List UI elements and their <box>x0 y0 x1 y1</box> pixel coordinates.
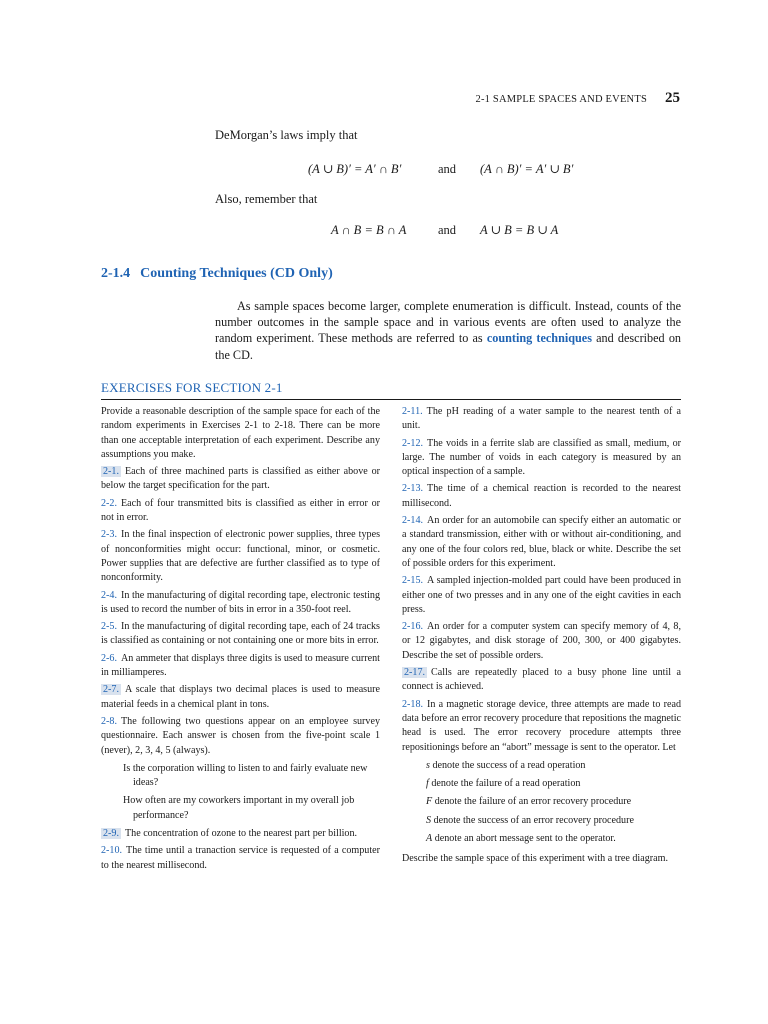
exercise-text: The pH reading of a water sample to the nearest tenth of a unit. <box>402 406 681 432</box>
exercise-item <box>101 715 380 758</box>
exercise-text: Each of four transmitted bits is classified as either in error or not in error. <box>101 497 380 524</box>
exercise-text: Calls are repeatedly placed to a busy phone line until a connect is achieved. <box>402 667 681 693</box>
eq-and-1: and <box>438 162 457 176</box>
commutative-eq-left: A ∩ B = B ∩ A <box>331 223 407 237</box>
exercises-heading: EXERCISES FOR SECTION 2-1 <box>101 380 681 400</box>
exercise-text: In the manufacturing of digital recording tape, electronic testing is used to record the number of bits in error in a 350-foot reel. <box>101 589 380 615</box>
definition-symbol: F <box>426 796 433 808</box>
exercise-item <box>101 497 380 526</box>
exercise-item <box>402 666 681 695</box>
definition-symbol: S <box>426 814 432 826</box>
demorgan-eq-right: (A ∩ B)′ = A′ ∪ B′ <box>480 162 574 176</box>
counting-techniques-term: counting techniques <box>486 331 592 346</box>
exercise-text: In a magnetic storage device, three attempts are made to read data before an error recovery procedure that repositions the magnetic head is used. The error recovery procedure attempts three repositionings before an “abort” message is sent to the operator. Let <box>402 698 681 753</box>
exercise-number: 2-14. <box>402 515 424 527</box>
exercise-text: An order for a computer system can specify memory of 4, 8, or 12 gigabytes, and disk storage of 200, 300, or 400 gigabytes. Describe the set of possible orders. <box>402 621 681 661</box>
section-para-before: As sample spaces become larger, complete enumeration is difficult. Instead, counts of the number outcomes in the sample space and in various events are often used to analyze the random experiment. These methods are referred to as <box>215 299 681 346</box>
exercise-number: 2-17. <box>404 667 426 679</box>
exercise-text: An ammeter that displays three digits is used to measure current in milliamperes. <box>101 652 380 679</box>
exercises-right-column <box>402 405 681 870</box>
definition-item <box>426 759 681 773</box>
exercise-text: The time until a tranaction service is requested of a computer to the nearest millisecond. <box>101 845 380 871</box>
section-heading <box>101 266 333 282</box>
commutative-equations <box>331 222 558 238</box>
also-remember: Also, remember that <box>215 192 318 206</box>
exercise-item <box>402 482 681 511</box>
exercise-number: 2-7. <box>103 684 119 696</box>
exercise-number: 2-5. <box>101 621 117 633</box>
exercises-intro: Provide a reasonable description of the sample space for each of the random experiments in Exercises 2-1 to 2-18. There can be more than one acceptable interpretation of each experiment. Describe any assumptions you make. <box>101 406 380 460</box>
definition-text: denote the failure of an error recovery procedure <box>432 796 632 808</box>
definition-text: denote the success of a read operation <box>429 759 586 771</box>
exercise-item <box>402 514 681 571</box>
closing-text: Describe the sample space of this experiment with a tree diagram. <box>402 853 668 865</box>
section-number: 2-1.4 <box>101 266 131 281</box>
exercise-text: Each of three machined parts is classified as either above or below the target specification for the part. <box>101 466 380 492</box>
commutative-eq-right: A ∪ B = B ∪ A <box>480 223 559 237</box>
exercise-number: 2-6. <box>101 652 117 664</box>
definition-item <box>426 814 681 828</box>
definition-symbol: A <box>426 833 433 845</box>
exercise-text: The time of a chemical reaction is recorded to the nearest millisecond. <box>402 483 681 509</box>
definition-list <box>426 759 681 846</box>
exercise-number: 2-1. <box>103 466 119 478</box>
exercise-number: 2-18. <box>402 698 424 710</box>
survey-question: How often are my coworkers important in my overall job performance? <box>123 795 355 821</box>
survey-question: Is the corporation willing to listen to and fairly evaluate new ideas? <box>123 762 368 789</box>
exercise-text: The following two questions appear on an employee survey questionnaire. Each answer is chosen from the five-point scale 1 (never), 2, 3, 4, 5 (always). <box>101 715 380 756</box>
exercise-text: A sampled injection-molded part could have been produced in either one of two presses and in any one of the eight cavities in each press. <box>402 575 681 615</box>
demorgan-equations <box>308 161 573 177</box>
exercise-number: 2-15. <box>402 575 424 587</box>
demorgan-intro: DeMorgan’s laws imply that <box>215 128 358 142</box>
exercise-number: 2-2. <box>101 497 117 509</box>
exercise-item <box>101 589 380 618</box>
definition-item <box>426 777 681 791</box>
definition-item <box>426 795 681 809</box>
left-exercise-tail <box>101 827 380 873</box>
exercise-number: 2-3. <box>101 529 117 541</box>
definition-symbol: s <box>426 759 430 771</box>
exercises-left-column <box>101 405 380 876</box>
exercise-number: 2-11. <box>402 406 423 417</box>
exercise-item <box>402 620 681 663</box>
exercise-item <box>101 844 380 873</box>
exercise-item <box>402 698 681 755</box>
definition-item <box>426 832 681 846</box>
demorgan-eq-left: (A ∪ B)′ = A′ ∩ B′ <box>308 162 402 176</box>
exercise-text: A scale that displays two decimal places is used to measure material feeds in a chemical plant in tons. <box>101 684 380 710</box>
exercise-number: 2-12. <box>402 437 424 449</box>
exercise-item <box>101 652 380 681</box>
exercise-item <box>402 574 681 617</box>
section-para-after: and described on the CD. <box>215 331 682 362</box>
section-paragraph <box>215 298 681 363</box>
exercise-text: The concentration of ozone to the nearest part per billion. <box>124 828 358 840</box>
definition-text: denote the success of an error recovery procedure <box>431 814 634 826</box>
exercise-number: 2-8. <box>101 715 117 727</box>
running-head-section: 2-1 SAMPLE SPACES AND EVENTS <box>475 94 647 105</box>
exercise-item <box>101 827 380 841</box>
exercise-text: An order for an automobile can specify either an automatic or a standard transmission, either with or without air-conditioning, and any one of the four colors red, blue, black or white. Describe the set of possible orders for this experiment. <box>402 515 681 569</box>
running-head <box>476 90 681 107</box>
exercise-item <box>101 465 380 494</box>
exercise-number: 2-4. <box>101 589 117 601</box>
exercise-text: In the final inspection of electronic power supplies, three types of nonconformities might occur: functional, minor, or cosmetic. Power supplies that are defective are further classified as to type of nonconformity. <box>101 529 380 584</box>
eq-and-2: and <box>438 223 457 237</box>
exercise-number: 2-9. <box>103 828 119 840</box>
exercise-text: The voids in a ferrite slab are classified as small, medium, or large. The number of voids in each category is measured by an optical inspection of a sample. <box>402 437 681 478</box>
exercise-number: 2-16. <box>402 621 424 633</box>
left-exercise-list <box>101 465 380 758</box>
right-exercise-list <box>402 405 681 755</box>
exercise-item <box>101 683 380 712</box>
exercise-number: 2-10. <box>101 845 123 857</box>
survey-questions <box>101 762 380 823</box>
exercise-item <box>402 405 681 434</box>
definition-text: denote an abort message sent to the operator. <box>432 833 616 845</box>
page-number: 25 <box>665 90 680 106</box>
exercise-item <box>101 620 380 649</box>
exercise-number: 2-13. <box>402 483 424 495</box>
exercise-text: In the manufacturing of digital recording tape, each of 24 tracks is classified as containing or not containing one or more bits in error. <box>101 621 380 647</box>
exercise-item <box>402 437 681 480</box>
definition-symbol: f <box>426 778 429 790</box>
definition-text: denote the failure of a read operation <box>428 778 581 790</box>
section-title: Counting Techniques (CD Only) <box>140 266 333 281</box>
exercise-item <box>101 528 380 585</box>
